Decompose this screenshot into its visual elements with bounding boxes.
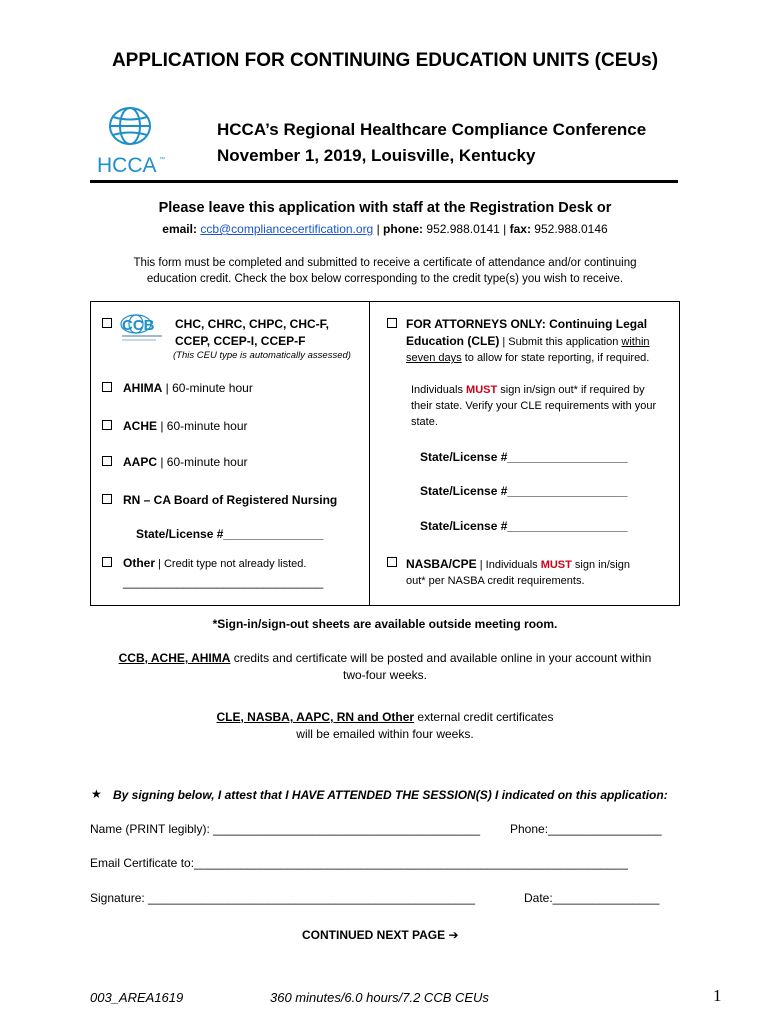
attorney-detail: | Submit this application: [499, 336, 622, 348]
ache-name: ACHE: [123, 419, 158, 433]
ccb-credentials: [175, 316, 329, 350]
name-field[interactable]: Name (PRINT legibly): ________________________________________: [90, 822, 481, 836]
cle-license-field-3[interactable]: State/License #__________________: [420, 519, 628, 533]
aapc-name: AAPC: [123, 455, 158, 469]
nasba-checkbox[interactable]: [387, 557, 397, 567]
conference-date-location: November 1, 2019, Louisville, Kentucky: [217, 146, 536, 165]
ahima-option: [123, 380, 253, 397]
header-rule: [90, 180, 678, 183]
emailed-credit-types: CLE, NASBA, AAPC, RN and Other: [216, 710, 415, 724]
date-field[interactable]: Date:________________: [524, 891, 660, 905]
posted-text-2: two-four weeks.: [342, 668, 428, 682]
leave-instruction: Please leave this application with staff at the Registration Desk or: [158, 200, 612, 216]
must-post-2: their state. Verify your CLE requirements with your: [411, 400, 657, 412]
posted-credit-types: CCB, ACHE, AHIMA: [118, 651, 231, 665]
attorney-title: FOR ATTORNEYS ONLY: Continuing Legal: [406, 317, 648, 331]
ccb-note: (This CEU type is automatically assessed): [173, 350, 351, 361]
rn-checkbox[interactable]: [102, 494, 112, 504]
arrow-right-icon: ➔: [448, 928, 459, 942]
other-checkbox[interactable]: [102, 557, 112, 567]
ache-detail: | 60-minute hour: [157, 419, 248, 433]
nasba-must: MUST: [540, 559, 572, 571]
intro-line-2: education credit. Check the box below corresponding to the credit type(s) you wish to receive.: [146, 273, 624, 285]
contact-line: [0, 222, 770, 236]
posted-note: [90, 650, 680, 684]
must-pre: Individuals: [411, 384, 467, 396]
rn-option: RN – CA Board of Registered Nursing: [123, 493, 338, 507]
ccb-logo-text: CCB: [122, 317, 155, 334]
hcca-logo: [93, 104, 168, 179]
fax-number: 952.988.0146: [534, 222, 608, 236]
attorney-seven-days: seven days: [406, 352, 462, 364]
attorney-option: [406, 316, 676, 366]
intro-line-1: This form must be completed and submitted to receive a certificate of attendance and/or continuing: [133, 257, 637, 269]
signin-note: *Sign-in/sign-out sheets are available outside meeting room.: [212, 617, 558, 631]
email-label: email:: [162, 222, 197, 236]
ccb-line-1: CHC, CHRC, CHPC, CHC-F,: [175, 317, 329, 331]
phone-field[interactable]: Phone:_________________: [510, 822, 662, 836]
attorney-checkbox[interactable]: [387, 318, 397, 328]
star-icon: ★: [91, 787, 102, 801]
email-link[interactable]: ccb@compliancecertification.org: [200, 222, 374, 236]
other-field[interactable]: ______________________________: [123, 575, 324, 589]
ccb-line-2: CCEP, CCEP-I, CCEP-F: [175, 334, 306, 348]
cle-license-field-1[interactable]: State/License #__________________: [420, 450, 628, 464]
continued-text: CONTINUED NEXT PAGE: [302, 928, 446, 942]
page-number: 1: [713, 986, 722, 1005]
conference-name: HCCA’s Regional Healthcare Compliance Conference: [217, 120, 647, 139]
emailed-text: external credit certificates: [414, 710, 554, 724]
must-post-3: state.: [411, 416, 438, 428]
ache-option: [123, 418, 248, 435]
attorney-within: within: [621, 336, 650, 348]
attest-statement: By signing below, I attest that I HAVE ATTENDED THE SESSION(S) I indicated on this application:: [113, 788, 668, 802]
nasba-detail-2: out* per NASBA credit requirements.: [406, 575, 585, 587]
attorney-title-cont: Education (CLE): [406, 334, 500, 348]
globe-icon: [110, 108, 150, 144]
ahima-detail: | 60-minute hour: [162, 381, 253, 395]
phone-number: 952.988.0141: [426, 222, 500, 236]
nasba-pre: | Individuals: [476, 559, 541, 571]
rn-license-field[interactable]: State/License #_______________: [136, 527, 324, 541]
emailed-note: [90, 709, 680, 743]
emailed-text-2: will be emailed within four weeks.: [296, 727, 474, 741]
phone-label: phone:: [383, 222, 424, 236]
nasba-name: NASBA/CPE: [406, 557, 477, 571]
aapc-detail: | 60-minute hour: [157, 455, 248, 469]
form-code: 003_AREA1619: [90, 990, 184, 1005]
ahima-name: AHIMA: [123, 381, 163, 395]
ccb-logo: [119, 313, 169, 347]
other-option: [123, 555, 306, 572]
ccb-checkbox[interactable]: [102, 318, 112, 328]
other-detail: | Credit type not already listed.: [155, 558, 307, 570]
nasba-option: [406, 556, 676, 589]
continued-next-page: [302, 927, 459, 944]
other-name: Other: [123, 556, 156, 570]
fax-label: fax:: [509, 222, 531, 236]
cle-license-field-2[interactable]: State/License #__________________: [420, 484, 628, 498]
hcca-logo-text: HCCA: [97, 154, 157, 177]
aapc-checkbox[interactable]: [102, 456, 112, 466]
credit-hours: 360 minutes/6.0 hours/7.2 CCB CEUs: [270, 990, 489, 1005]
conference-info: [217, 117, 646, 169]
attorney-detail-2: to allow for state reporting, if required.: [461, 352, 650, 364]
intro-text: [90, 255, 680, 287]
must-post: sign in/sign out* if required by: [497, 384, 645, 396]
separator: |: [376, 222, 380, 236]
email-certificate-field[interactable]: Email Certificate to:_________________________________________________________________: [90, 856, 628, 870]
page-title: APPLICATION FOR CONTINUING EDUCATION UNITS (CEUs): [111, 50, 659, 71]
cle-must-note: [411, 382, 676, 430]
ahima-checkbox[interactable]: [102, 382, 112, 392]
ache-checkbox[interactable]: [102, 420, 112, 430]
aapc-option: [123, 454, 248, 471]
column-divider: [369, 301, 370, 606]
trademark: ™: [159, 157, 165, 163]
separator: |: [503, 222, 507, 236]
must-emphasis: MUST: [466, 384, 498, 396]
posted-text: credits and certificate will be posted and available online in your account within: [230, 651, 652, 665]
nasba-post: sign in/sign: [571, 559, 630, 571]
signature-field[interactable]: Signature: _________________________________________________: [90, 891, 476, 905]
